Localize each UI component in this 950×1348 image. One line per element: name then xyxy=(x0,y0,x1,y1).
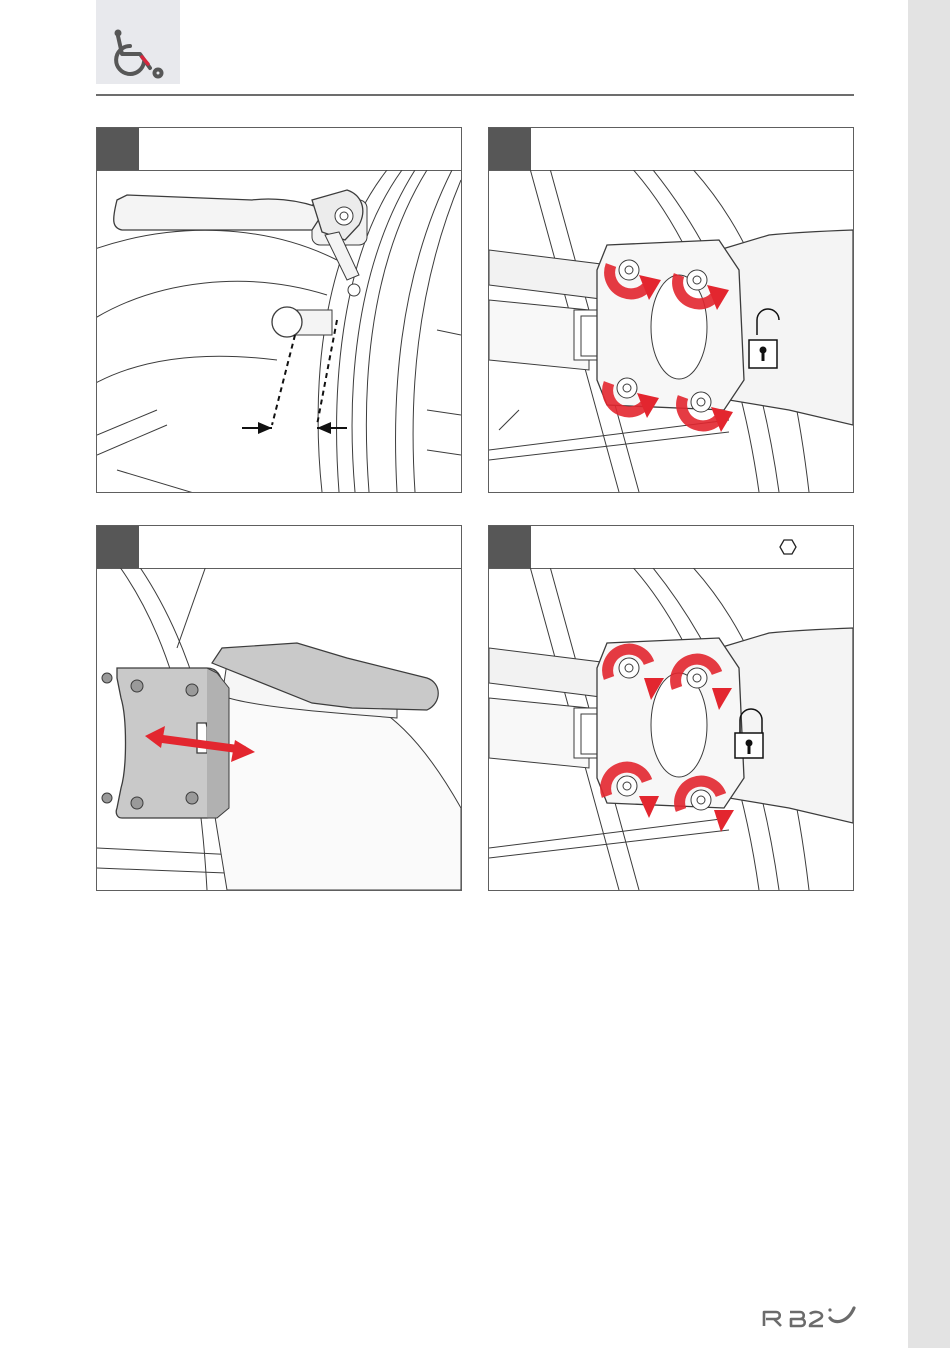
side-strip xyxy=(908,0,950,1348)
step-panel-2 xyxy=(488,127,854,493)
step-number xyxy=(489,526,531,568)
step-header xyxy=(489,128,853,171)
step-panel-1 xyxy=(96,127,462,493)
step-header xyxy=(97,526,461,569)
step-number xyxy=(489,128,531,170)
tighten-bolts-illustration xyxy=(489,568,853,890)
step-number xyxy=(97,128,139,170)
hex-key-icon xyxy=(779,538,797,556)
slide-bracket-illustration xyxy=(97,568,461,890)
step-header xyxy=(97,128,461,171)
step-panel-3 xyxy=(96,525,462,891)
loosen-bolts-illustration xyxy=(489,170,853,492)
header-icon-box xyxy=(96,0,180,84)
wheelchair-icon xyxy=(96,0,180,84)
step-panel-4 xyxy=(488,525,854,891)
step-number xyxy=(97,526,139,568)
r82-logo xyxy=(760,1298,860,1334)
measure-axle-illustration xyxy=(97,170,461,492)
step-header xyxy=(489,526,853,569)
header-divider xyxy=(96,94,854,96)
